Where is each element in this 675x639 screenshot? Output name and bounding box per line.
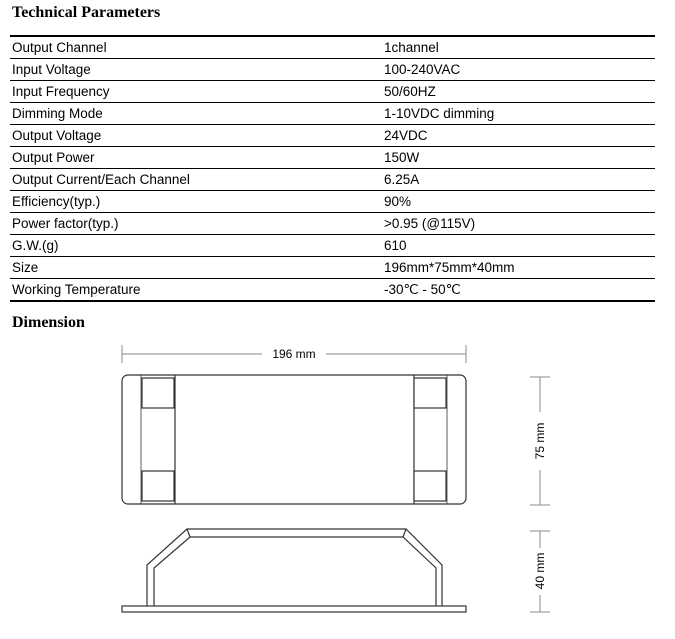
parameters-table bbox=[10, 35, 655, 302]
parameter-value: 150W bbox=[382, 147, 655, 169]
parameter-row bbox=[10, 59, 655, 81]
parameter-row bbox=[10, 279, 655, 302]
parameter-row bbox=[10, 169, 655, 191]
parameter-label: Input Frequency bbox=[10, 81, 382, 103]
parameter-value: 610 bbox=[382, 235, 655, 257]
parameter-label: Dimming Mode bbox=[10, 103, 382, 125]
dimension-drawing bbox=[0, 330, 675, 639]
parameter-value: 90% bbox=[382, 191, 655, 213]
parameter-row bbox=[10, 125, 655, 147]
parameter-row bbox=[10, 81, 655, 103]
parameter-value: 6.25A bbox=[382, 169, 655, 191]
parameter-value: 196mm*75mm*40mm bbox=[382, 257, 655, 279]
parameter-label: Working Temperature bbox=[10, 279, 382, 302]
parameter-label: Size bbox=[10, 257, 382, 279]
parameter-label: Output Voltage bbox=[10, 125, 382, 147]
parameter-row bbox=[10, 103, 655, 125]
parameter-value: 1-10VDC dimming bbox=[382, 103, 655, 125]
length-dimension-label: 196 mm bbox=[272, 347, 316, 361]
parameter-value: -30℃ - 50℃ bbox=[382, 279, 655, 302]
parameter-label: Output Channel bbox=[10, 36, 382, 59]
parameter-value: >0.95 (@115V) bbox=[382, 213, 655, 235]
parameter-value: 50/60HZ bbox=[382, 81, 655, 103]
parameter-label: G.W.(g) bbox=[10, 235, 382, 257]
parameter-row bbox=[10, 235, 655, 257]
parameter-row bbox=[10, 191, 655, 213]
height-dimension-label: 40 mm bbox=[533, 552, 547, 590]
dimension-heading: Dimension bbox=[12, 314, 85, 331]
parameter-label: Output Power bbox=[10, 147, 382, 169]
parameter-label: Input Voltage bbox=[10, 59, 382, 81]
parameter-label: Output Current/Each Channel bbox=[10, 169, 382, 191]
parameter-row bbox=[10, 147, 655, 169]
parameter-row bbox=[10, 36, 655, 59]
parameter-label: Power factor(typ.) bbox=[10, 213, 382, 235]
parameter-value: 1channel bbox=[382, 36, 655, 59]
width-dimension-label: 75 mm bbox=[533, 422, 547, 460]
technical-parameters-heading: Technical Parameters bbox=[12, 4, 161, 21]
parameter-label: Efficiency(typ.) bbox=[10, 191, 382, 213]
mounting-tab bbox=[142, 378, 446, 501]
parameter-row bbox=[10, 257, 655, 279]
side-view-outline bbox=[122, 529, 466, 612]
parameter-value: 24VDC bbox=[382, 125, 655, 147]
parameter-value: 100-240VAC bbox=[382, 59, 655, 81]
parameter-row bbox=[10, 213, 655, 235]
